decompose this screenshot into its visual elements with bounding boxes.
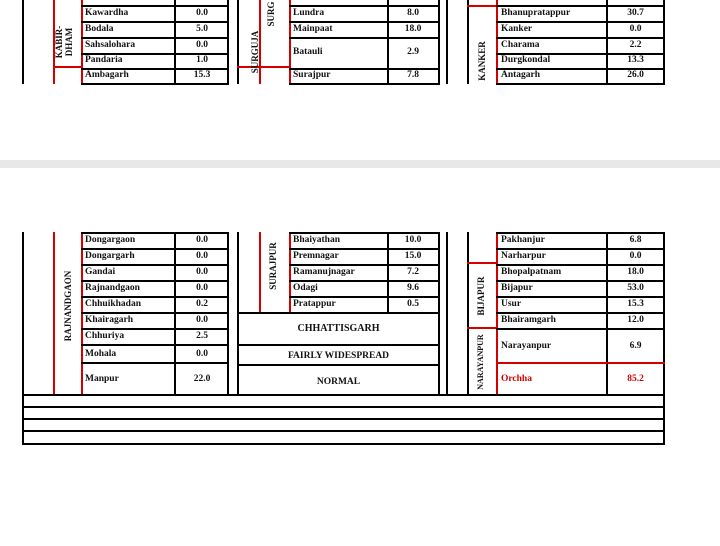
grid-line [663,0,665,84]
grid-line [22,430,665,432]
grid-line [496,280,665,282]
grid-line [237,0,239,84]
category-label: NORMAL [316,377,361,387]
station-name: Antagarh [501,70,541,80]
station-value: 0.0 [196,251,208,261]
station-name: Bhanupratappur [501,8,571,18]
district-label: SURG [266,1,276,27]
grid-line [237,66,291,68]
grid-line [81,312,229,314]
grid-line [22,232,24,394]
grid-line [22,0,24,84]
grid-line [496,37,665,39]
grid-line [467,5,498,7]
station-value: 9.6 [407,283,419,293]
station-name: Ramanujnagar [293,267,355,277]
station-name: Chhuikhadan [85,299,141,309]
station-value: 0.0 [196,8,208,18]
station-name: Ambagarh [85,70,129,80]
grid-line [22,418,665,420]
grid-line [81,232,229,234]
station-value: 18.0 [404,24,422,34]
grid-line [81,344,229,346]
grid-line [496,296,665,298]
station-value: 0.0 [196,315,208,325]
station-name: Lundra [293,8,325,18]
grid-line [496,312,665,314]
grid-line [22,443,665,445]
station-name: Odagi [293,283,318,293]
station-name: Dongargarh [85,251,135,261]
station-value: 0.0 [629,251,642,261]
grid-line [289,83,440,85]
station-name: Khairagarh [85,315,134,325]
grid-line [496,264,665,266]
grid-line [289,5,440,7]
grid-line [289,37,440,39]
distribution-label: FAIRLY WIDESPREAD [287,351,390,361]
station-value: 15.3 [193,70,211,80]
grid-line [496,5,665,7]
page-separator [0,160,720,168]
station-name: Dongargaon [85,235,136,245]
station-value: 2.5 [196,331,208,341]
grid-line [237,312,440,314]
station-value: 0.0 [196,349,208,359]
station-value: 26.0 [627,70,644,80]
station-name: Mohala [85,349,117,359]
grid-line [446,0,448,84]
grid-line [467,262,498,264]
grid-line [496,362,665,364]
station-value: 0.0 [196,267,208,277]
bottom-page-fragment [0,168,720,546]
grid-line [496,0,498,84]
grid-line [496,248,665,250]
station-value: 53.0 [627,283,644,293]
station-name: Bodala [85,24,114,34]
station-name: Bhopalpatnam [501,267,562,277]
grid-line [81,280,229,282]
grid-line [81,248,229,250]
station-value: 0.0 [629,24,642,34]
grid-line [22,394,665,396]
grid-line [496,21,665,23]
grid-line [81,21,229,23]
station-value: 15.3 [627,299,644,309]
district-label: SURGUJA [250,30,260,74]
station-name: Chhuriya [85,331,125,341]
grid-line [81,296,229,298]
grid-line [81,5,229,7]
station-name: Pakhanjur [501,235,545,245]
district-label: SURAJPUR [268,242,278,290]
grid-line [289,232,440,234]
station-name: Charama [501,40,540,50]
grid-line [289,280,440,282]
station-value: 10.0 [404,235,422,245]
district-label: KABIR- DHAM [54,25,74,59]
station-name: Narharpur [501,251,546,261]
station-value: 30.7 [627,8,644,18]
station-name: Pratappur [293,299,336,309]
station-name: Bhairamgarh [501,315,556,325]
grid-line [81,83,229,85]
station-value: 0.0 [196,40,208,50]
station-value: 7.8 [407,70,419,80]
station-name: Rajnandgaon [85,283,140,293]
station-value: 6.9 [629,341,642,351]
grid-line [438,0,440,84]
top-page-fragment [0,0,720,160]
station-value: 15.0 [404,251,422,261]
station-value: 0.0 [196,235,208,245]
station-value: 2.2 [629,40,642,50]
grid-line [22,394,24,445]
station-value: 2.9 [407,47,419,57]
station-name: Pandaria [85,55,123,65]
station-name: Bijapur [501,283,533,293]
district-label: NARAYANPUR [476,334,485,390]
station-value: 13.3 [627,55,644,65]
station-name: Gandai [85,267,116,277]
station-name: Bhaiyathan [293,235,340,245]
station-value: 5.0 [196,24,208,34]
grid-line [496,232,665,234]
station-name: Orchha [501,374,532,384]
grid-line [259,232,261,312]
grid-line [237,344,440,346]
station-name: Narayanpur [501,341,552,351]
grid-line [53,232,55,394]
grid-line [289,232,291,312]
station-name: Batauli [293,47,323,57]
station-name: Premnagar [293,251,339,261]
station-value: 0.2 [196,299,208,309]
station-name: Usur [501,299,522,309]
grid-line [446,232,448,394]
station-name: Mainpaat [293,24,333,34]
station-name: Kanker [501,24,533,34]
station-name: Durgkondal [501,55,551,65]
grid-line [467,0,469,84]
grid-line [289,264,440,266]
station-value: 18.0 [627,267,644,277]
grid-line [81,37,229,39]
station-name: Surajpur [293,70,331,80]
station-value: 0.0 [196,283,208,293]
station-value: 12.0 [627,315,644,325]
grid-line [81,328,229,330]
grid-line [22,406,665,408]
state-label: CHHATTISGARH [297,323,380,334]
grid-line [81,362,229,364]
grid-line [81,0,83,84]
grid-line [467,232,469,394]
grid-line [289,0,291,84]
station-value: 8.0 [407,8,419,18]
station-value: 0.5 [407,299,419,309]
station-value: 6.8 [629,235,642,245]
grid-line [81,264,229,266]
grid-line [663,394,665,445]
grid-line [496,83,665,85]
station-name: Sahsalohara [85,40,136,50]
station-value: 22.0 [193,374,211,384]
district-label: BIJAPUR [476,276,486,316]
station-value: 1.0 [196,55,208,65]
district-label: KANKER [477,41,487,81]
grid-line [289,296,440,298]
station-name: Manpur [85,374,119,384]
grid-line [289,21,440,23]
station-name: Kawardha [85,8,129,18]
district-label: RAJNANDGAON [63,270,73,342]
station-value: 7.2 [407,267,419,277]
station-value: 85.2 [627,374,644,384]
grid-line [237,364,440,366]
grid-line [289,248,440,250]
grid-line [496,328,665,330]
